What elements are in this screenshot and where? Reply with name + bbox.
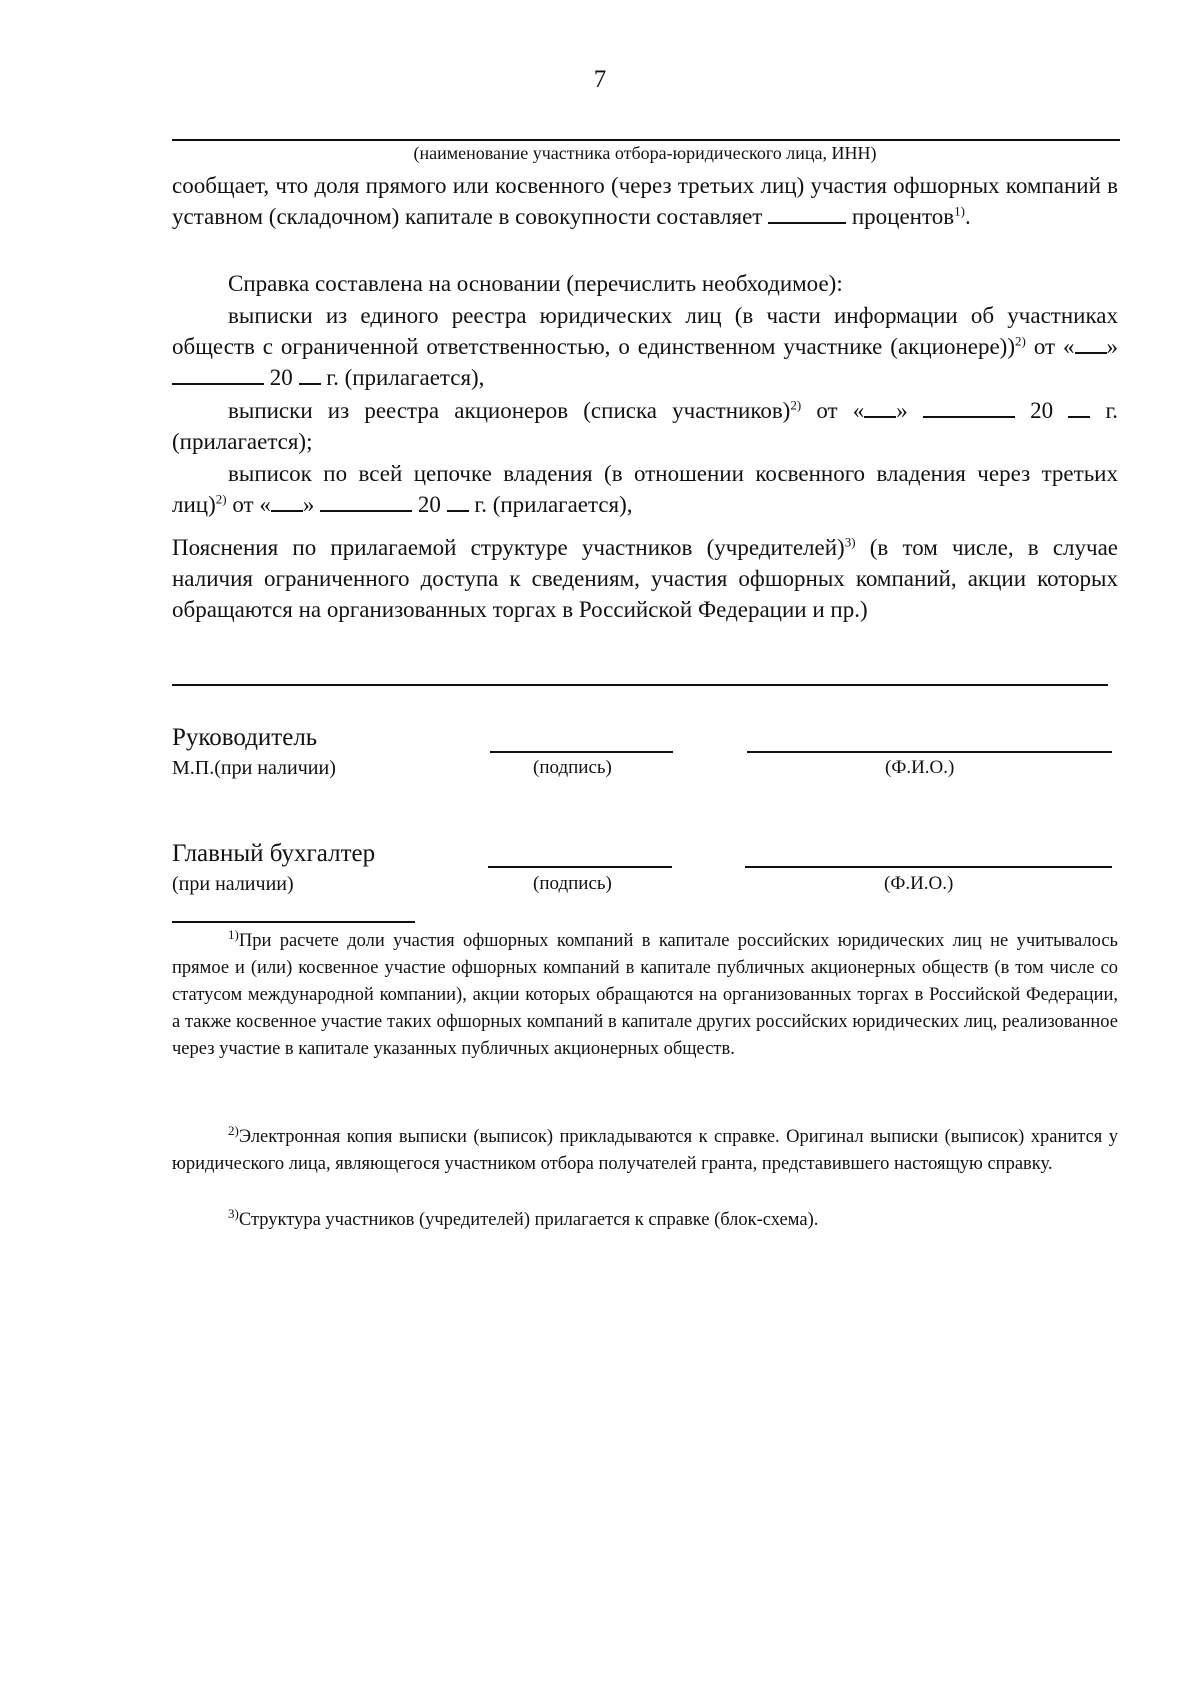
- footnote-separator: [172, 921, 415, 923]
- chain-year-blank: [447, 490, 469, 512]
- footnote-1-mark: 1): [228, 926, 239, 942]
- egrul-year: 20: [269, 365, 293, 390]
- footnote-3-mark: 3): [228, 1205, 239, 1221]
- accountant-name-caption: (Ф.И.О.): [884, 873, 954, 894]
- chain-date-mid: »: [302, 492, 315, 517]
- share-end: .: [964, 204, 971, 229]
- footnote-1: [172, 928, 1118, 1063]
- registry-year-blank: [1068, 396, 1090, 418]
- registry-date-prefix: от «: [816, 398, 865, 423]
- accountant-signature-caption: (подпись): [533, 873, 612, 894]
- share-text: сообщает, что доля прямого или косвенного (через третьих лиц) участия офшорных компаний в уставном (складочном) капитале в совокупности составляет: [172, 173, 1118, 229]
- footnote-ref-2c: 2): [215, 491, 227, 507]
- footnote-ref-1: 1): [954, 203, 965, 219]
- head-name-caption: (Ф.И.О.): [885, 757, 955, 778]
- head-title: Руководитель: [172, 724, 318, 751]
- share-paragraph: [172, 170, 1118, 232]
- chain-suffix: г. (прилагается),: [474, 492, 633, 517]
- explanation-line: [172, 684, 1108, 686]
- registry-suffix: г. (прилагается);: [172, 398, 1119, 454]
- footnote-ref-3: 3): [844, 534, 856, 550]
- registry-year: 20: [1030, 398, 1054, 423]
- accountant-title: Главный бухгалтер: [172, 840, 376, 867]
- head-name-line: [747, 751, 1112, 753]
- head-signature-line: [490, 751, 673, 753]
- structure-explanation-paragraph: [172, 532, 1118, 625]
- page-number: 7: [593, 66, 607, 93]
- registry-month-blank: [923, 396, 1015, 418]
- egrul-year-blank: [299, 363, 321, 385]
- footnote-1-text: При расчете доли участия офшорных компаний в капитале российских юридических лиц не учитывалось прямое и (или) косвенное участие офшорных компаний в капитале публичных акционерных обществ (в том числе со статусом международной компании), акции которых обращаются на организованных торгах в Российской Федерации, а также косвенное участие таких офшорных компаний в капитале других российских юридических лиц, реализованное через участие в капитале указанных публичных акционерных обществ.: [172, 931, 1118, 1059]
- footnote-ref-2a: 2): [1015, 333, 1026, 349]
- head-signature-caption: (подпись): [533, 757, 612, 778]
- accountant-name-line: [745, 866, 1112, 868]
- chain-date-prefix: от «: [232, 492, 271, 517]
- egrul-suffix: г. (прилагается),: [326, 365, 485, 390]
- chain-day-blank: [271, 490, 303, 512]
- footnote-ref-2b: 2): [790, 397, 802, 413]
- chain-year: 20: [417, 492, 441, 517]
- egrul-text: выписки из единого реестра юридических лиц (в части информации об участниках обществ с ограниченной ответственностью, о единственном участнике (акционере)): [172, 303, 1118, 359]
- chain-text: выписок по всей цепочке владения (в отношении косвенного владения через третьих лиц): [172, 461, 1118, 517]
- org-name-caption: (наименование участника отбора-юридического лица, ИНН): [413, 143, 877, 163]
- accountant-note: (при наличии): [172, 873, 294, 895]
- footnote-2: [172, 1124, 1118, 1178]
- registry-date-mid: »: [896, 398, 908, 423]
- footnote-3: [172, 1207, 1118, 1234]
- percent-blank: [768, 202, 846, 224]
- shareholders-extract-paragraph: [172, 395, 1118, 457]
- head-stamp-note: М.П.(при наличии): [172, 757, 336, 779]
- footnote-3-text: Структура участников (учредителей) прилагается к справке (блок-схема).: [238, 1210, 819, 1230]
- basis-paragraph: Справка составлена на основании (перечислить необходимое):: [228, 271, 843, 296]
- egrul-extract-paragraph: [172, 300, 1118, 393]
- footnote-2-text: Электронная копия выписки (выписок) прикладываются к справке. Оригинал выписки (выписок) хранится у юридического лица, являющегося участником отбора получателей гранта, представившего настоящую справку.: [172, 1127, 1118, 1174]
- egrul-month-blank: [172, 363, 264, 385]
- egrul-date-mid: »: [1106, 334, 1119, 359]
- footnote-2-mark: 2): [228, 1122, 239, 1138]
- egrul-day-blank: [1075, 332, 1107, 354]
- accountant-signature-line: [488, 866, 672, 868]
- ownership-chain-paragraph: [172, 458, 1118, 520]
- org-name-line: [172, 139, 1120, 141]
- structure-text-cont: (в том числе, в случае наличия ограниченного доступа к сведениям, участия офшорных компаний, акции которых обращаются на организованных торгах в Российской Федерации и пр.): [172, 535, 1119, 622]
- chain-month-blank: [320, 490, 412, 512]
- structure-text: Пояснения по прилагаемой структуре участников (учредителей): [172, 535, 845, 560]
- share-unit: процентов: [851, 204, 955, 229]
- registry-day-blank: [864, 396, 896, 418]
- egrul-date-prefix: от «: [1033, 334, 1075, 359]
- registry-text: выписки из реестра акционеров (списка участников): [228, 398, 791, 423]
